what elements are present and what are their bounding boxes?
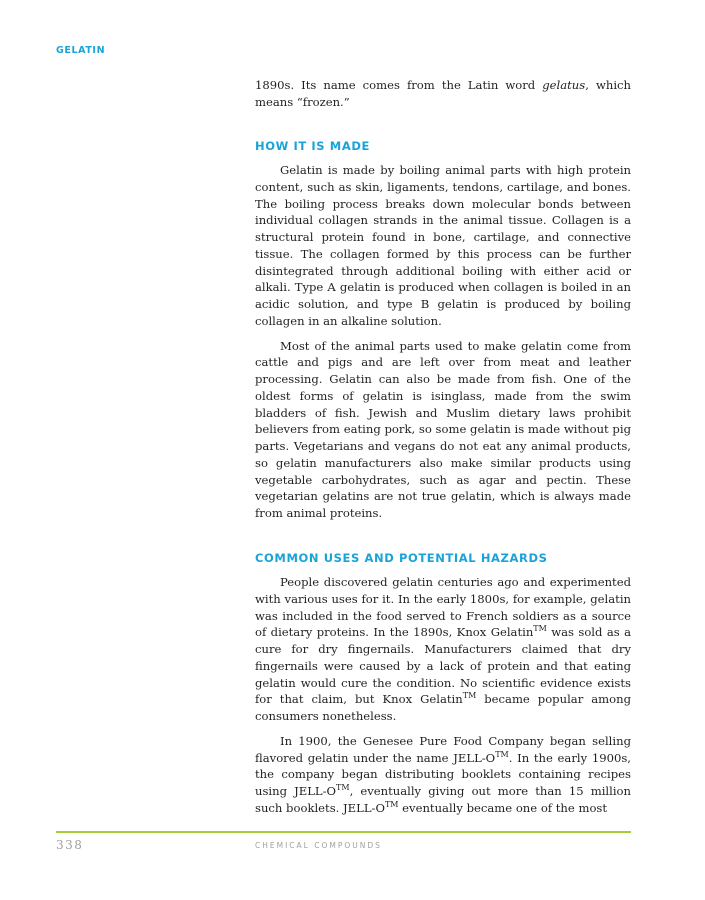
uses-p1-text-a: People discovered gelatin centuries ago and experimented with various uses for it. In the early 1800s, for example, gelatin was included in the food served to French soldiers as a source of dietary proteins. In the 1890s, Knox Gelatin	[255, 575, 631, 640]
uses-paragraph-2	[255, 733, 631, 817]
uses-p2-text-b: . In the early 1900s, the company began distributing booklets containing recipes using JELL-O	[255, 750, 631, 798]
section-heading-how-it-is-made: HOW IT IS MADE	[255, 139, 370, 153]
running-head: GELATIN	[56, 45, 106, 56]
trademark-mark: TM	[384, 799, 399, 809]
uses-paragraph-1	[255, 574, 631, 725]
book-title: CHEMICAL COMPOUNDS	[255, 841, 382, 850]
intro-text-before: 1890s. Its name comes from the Latin word	[255, 78, 543, 92]
intro-italic-word: gelatus	[542, 78, 586, 92]
section-made-body	[255, 162, 631, 522]
intro-paragraph	[255, 77, 631, 111]
made-paragraph-2: Most of the animal parts used to make gelatin come from cattle and pigs and are left over from meat and leather processing. Gelatin can also be made from fish. One of the oldest forms of gelatin is isinglass, made from the swim bladders of fish. Jewish and Muslim dietary laws prohibit believers from eating pork, so some gelatin is made without pig parts. Vegetarians and vegans do not eat any animal products, so gelatin manufacturers also make similar products using vegetable carbohydrates, such as agar and pectin. These vegetarian gelatins are not true gelatin, which is always made from animal proteins.	[255, 338, 631, 520]
uses-p1-text-c: became popular among consumers nonetheless.	[255, 692, 631, 723]
uses-p2-text-a: In 1900, the Genesee Pure Food Company began selling flavored gelatin under the name JELL-O	[255, 733, 631, 765]
page-number: 338	[56, 838, 84, 852]
trademark-mark: TM	[336, 783, 350, 792]
intro-paragraph-block	[255, 77, 631, 111]
section-uses-body	[255, 574, 631, 817]
trademark-mark: TM	[533, 624, 547, 634]
uses-p2-text-d: eventually became one of the most	[398, 800, 608, 815]
trademark-mark: TM	[495, 749, 509, 759]
uses-p1-text-b: was sold as a cure for dry fingernails. Manufacturers claimed that dry fingernails were caused by a lack of protein and that eating gelatin would cure the condition. No scientific evidence exists for that claim, but Knox Gelatin	[255, 625, 631, 707]
intro-text-after: , which means “frozen.”	[255, 78, 631, 109]
footer-rule	[56, 831, 631, 833]
uses-p2-text-c: , eventually giving out more than 15 million such booklets. JELL-O	[255, 784, 631, 815]
made-paragraph-1: Gelatin is made by boiling animal parts with high protein content, such as skin, ligaments, tendons, cartilage, and bones. The boiling process breaks down molecular bonds between individual collagen strands in the animal tissue. Collagen is a structural protein found in bone, cartilage, and connective tissue. The collagen formed by this process can be further disintegrated through additional boiling with either acid or alkali. Type A gelatin is produced when collagen is boiled in an acidic solution, and type B gelatin is produced by boiling collagen in an alkaline solution.	[255, 163, 631, 328]
trademark-mark: TM	[462, 691, 477, 701]
section-heading-common-uses: COMMON USES AND POTENTIAL HAZARDS	[255, 551, 548, 565]
